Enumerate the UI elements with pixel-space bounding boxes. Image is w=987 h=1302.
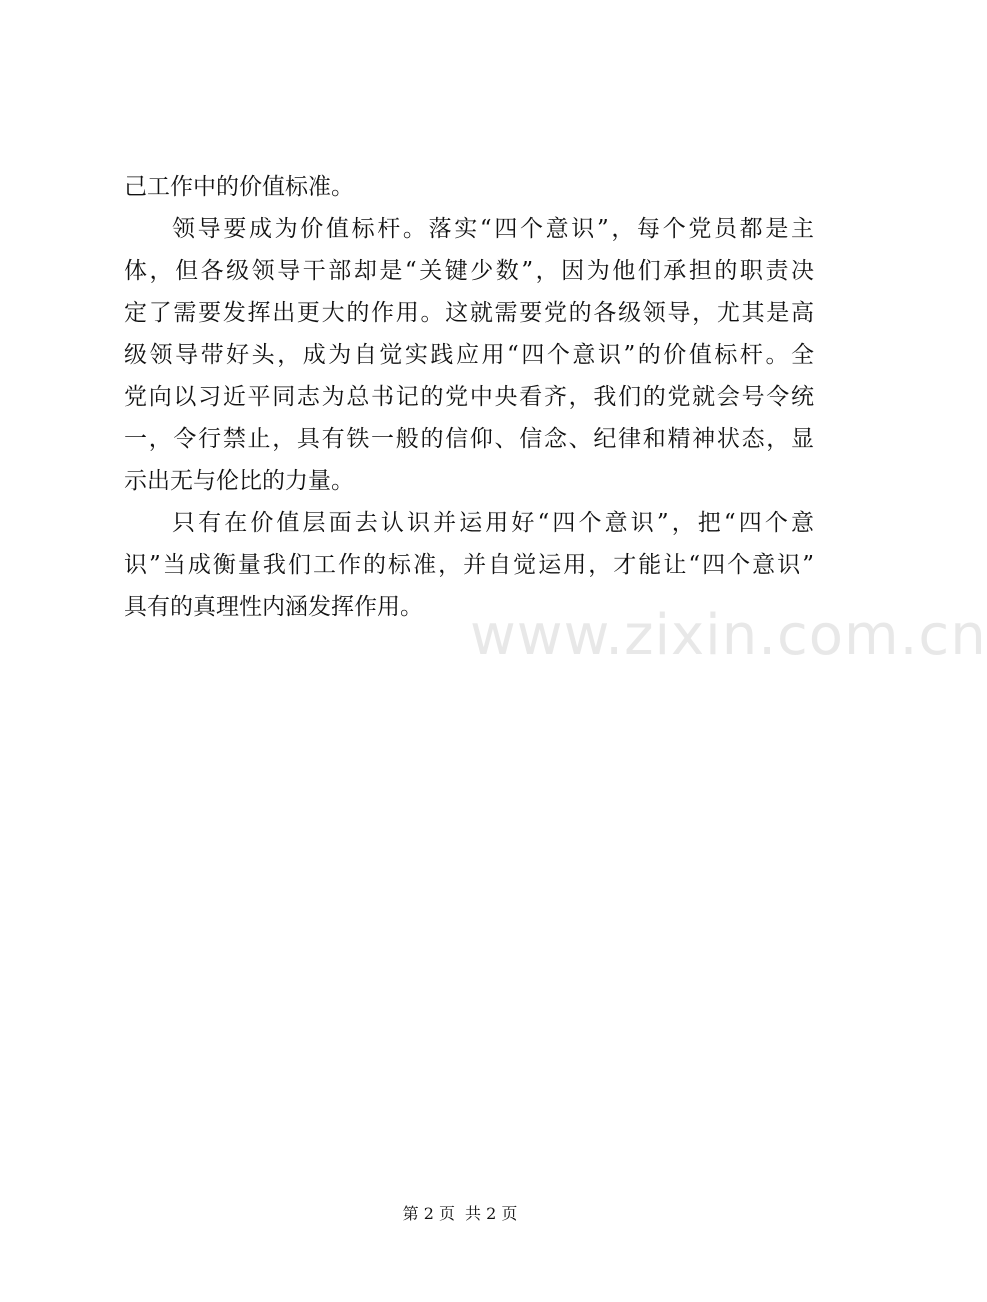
watermark: www.zixin.com.cn — [470, 603, 987, 668]
page-footer — [0, 1201, 920, 1224]
paragraph-line: 体，但各级领导干部却是“关键少数”，因为他们承担的职责决 — [124, 258, 814, 284]
paragraph-line: 领导要成为价值标杆。落实“四个意识”，每个党员都是主 — [172, 216, 814, 242]
paragraph-line: 党向以习近平同志为总书记的党中央看齐，我们的党就会号令统 — [124, 384, 814, 410]
paragraph-3 — [124, 502, 814, 628]
paragraph-line: 己工作中的价值标准。 — [124, 174, 354, 200]
paragraph-line: 级领导带好头，成为自觉实践应用“四个意识”的价值标杆。全 — [124, 342, 814, 368]
document-body — [124, 166, 814, 628]
page-number-current: 第 2 页 — [402, 1204, 455, 1223]
paragraph-line: 示出无与伦比的力量。 — [124, 468, 354, 494]
paragraph-line: 具有的真理性内涵发挥作用。 — [124, 594, 423, 620]
paragraph-2 — [124, 208, 814, 502]
page-number-total: 共 2 页 — [465, 1204, 518, 1223]
paragraph-1 — [124, 166, 814, 208]
paragraph-line: 识”当成衡量我们工作的标准，并自觉运用，才能让“四个意识” — [124, 552, 814, 578]
paragraph-line: 只有在价值层面去认识并运用好“四个意识”，把“四个意 — [172, 510, 814, 536]
paragraph-line: 定了需要发挥出更大的作用。这就需要党的各级领导，尤其是高 — [124, 300, 814, 326]
paragraph-line: 一，令行禁止，具有铁一般的信仰、信念、纪律和精神状态，显 — [124, 426, 814, 452]
